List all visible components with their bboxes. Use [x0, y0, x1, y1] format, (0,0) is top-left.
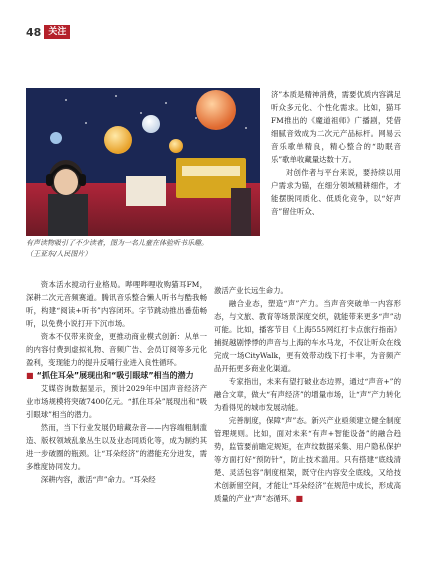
paragraph: 艾媒咨询数据显示，预计2029年中国声音经济产业市场规模将突破7400亿元。“抓住耳朵”展现出和“吸引眼球”相当的潜力。 [26, 384, 207, 419]
article-photo [26, 88, 260, 236]
paragraph: 激活产业长远生命力。 [214, 286, 288, 295]
top-right-column [271, 88, 401, 218]
right-column [214, 284, 401, 505]
paragraph: 济”本质是精神消费，需要优质内容满足听众多元化、个性化需求。比如，猫耳FM推出的《魔道祖师》广播剧，凭借细腻音效成为二次元产品标杆。网易云音乐歌单精良，精心整合的“助眠音乐”歌单收藏量达数十万。 [271, 90, 401, 164]
square-bullet-icon: ■ [26, 371, 34, 380]
left-column [26, 278, 207, 486]
paragraph: 深耕内容，激活“声”命力。“耳朵经 [40, 475, 156, 484]
section-tag: 关注 [44, 25, 70, 39]
paragraph: 融合业态，塑造“声”产力。当声音突破单一内容形态，与文旅、教育等场景深度交织，就能带来更多“声”动可能。比如，播客节目《上海555网红打卡点旅行指南》捕捉越剧悸悸的声音与上海的车水马龙，不仅让听众在线完成一场CityWalk，更有效带动线下打卡率，为音频产品开拓更多商业化渠道。 [214, 299, 401, 373]
paragraph-text: 完善制度，保障“声”态。新兴产业亟须建立健全制度管理规则。比如，面对未来“有声+智能设备”的融合趋势，监管要前瞻定规矩，在声纹数据采集、用户隐私保护等方面打好“预防针”，防止技术滥用。只有搭建“底线清楚、灵活包容”制度框架，既守住内容安全底线，又给技术创新留空间，才能让“耳朵经济”在规范中成长，形成高质量的产业“声”态循环。 [214, 416, 401, 503]
photo-caption [26, 238, 260, 260]
paragraph: 对创作者与平台来说，要持续以用户需求为锚，在细分领域精耕细作，才能摆脱同质化、低质化竞争，以“好声音”留住听众、 [271, 168, 401, 216]
caption-credit: （王亚东/人民图片） [26, 250, 92, 258]
subheading-text: “抓住耳朵”展现出和“吸引眼球”相当的潜力 [36, 371, 194, 380]
end-mark-icon: ■ [295, 494, 304, 503]
paragraph: 专家指出，未来有望打破业态边界，通过“声音+”的融合文章，做大“有声经济”的增量市场，让“声”产力转化为看得见的城市发展动能。 [214, 377, 401, 412]
paragraph: 然而，当下行业发展仍暗藏杂音——内容端粗制滥造、版权领域乱象丛生以及业态同质化等，成为制约其进一步破圈的瓶颈。让“耳朵经济”的潜能充分迸发，需多维度协同发力。 [26, 423, 207, 471]
subheading [26, 369, 207, 382]
caption-line: 有声读物吸引了不少读者，图为一名儿童在体验听书乐趣。 [26, 239, 208, 247]
page-number: 48 [26, 25, 42, 39]
photo-exhibition-hall-icon [26, 88, 260, 236]
page-header [26, 24, 70, 40]
paragraph: 资本不仅带来资金，更推动商业模式创新：从单一的内容付费到虚拟礼物、音频广告、会员订阅等多元化盈利，变现能力的提升反哺行业进入良性循环。 [26, 332, 207, 367]
paragraph: 资本活水搅动行业格局。哔哩哔哩收购猫耳FM，深耕二次元音频赛道。腾讯音乐整合懒人听书与酷我畅听，构建“阅读+听书”内容闭环。字节跳动推出番茄畅听，以免费小说打开下沉市场。 [26, 280, 207, 328]
paragraph [214, 414, 401, 505]
